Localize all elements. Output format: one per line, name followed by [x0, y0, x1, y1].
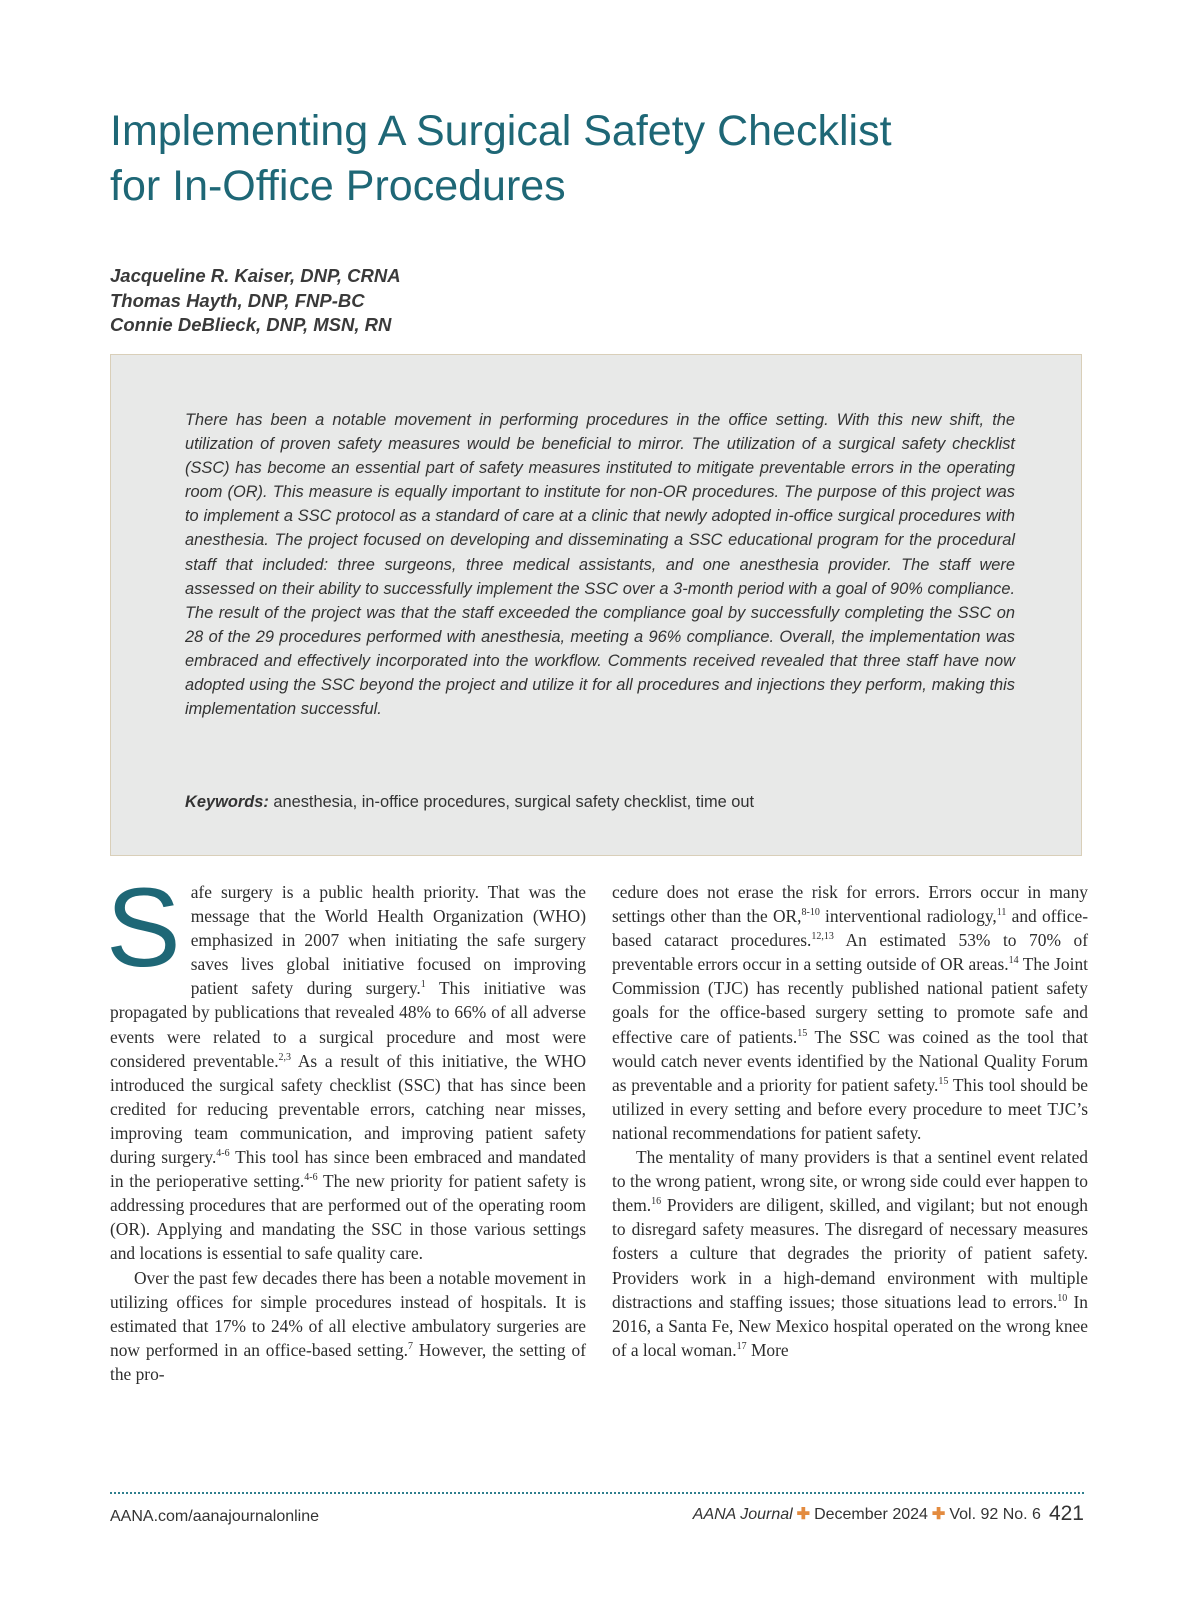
author-list: [110, 264, 401, 338]
text-run: The Joint Commission (TJC) has recently published national patient safety goals for the office-based surgery setting to promote safe and effective care of patients.: [612, 954, 1088, 1047]
text-run: This initiative was propagated by publications that revealed 48% to 66% of all adverse events were related to a surgical procedure and most were considered preventable.: [110, 978, 587, 1071]
text-run: Providers are diligent, skilled, and vigilant; but not enough to disregard safety measures. The disregard of necessary measures fosters a culture that degrades the priority of patient safety. Providers work in a high-demand environment with multiple distractions and staffing issues; those situations lead to errors.: [612, 1195, 1088, 1312]
citation-superscript: 17: [736, 1340, 747, 1352]
issue-date: December 2024: [814, 1506, 928, 1523]
body-paragraph: [612, 880, 1088, 1145]
keywords: [185, 791, 1015, 813]
text-run: As a result of this initiative, the WHO introduced the surgical safety checklist (SSC) that has since been credited for reducing preventable errors, catching near misses, improving team communication, and improving patient safety during surgery.: [110, 1050, 587, 1168]
author-3: Connie DeBlieck, DNP, MSN, RN: [110, 314, 392, 335]
cross-icon: ✚: [931, 1506, 946, 1523]
text-run: This tool should be utilized in every setting and before every procedure to meet TJC’s national recommendations for patient safety.: [612, 1074, 1089, 1143]
text-run: The mentality of many providers is that a sentinel event related to the wrong patient, wrong site, or wrong side could ever happen to them.: [612, 1147, 1088, 1216]
volume-issue: Vol. 92 No. 6: [949, 1506, 1041, 1523]
citation-superscript: 7: [408, 1340, 414, 1352]
text-run: The new priority for patient safety is addressing procedures that are performed out of the operating room (OR). Applying and mandating the SSC in those various settings and locations is essential to safe quality care.: [110, 1171, 586, 1264]
text-run: cedure does not erase the risk for errors. Errors occur in many settings other than the OR,: [612, 882, 1088, 927]
text-run: In 2016, a Santa Fe, New Mexico hospital operated on the wrong knee of a local woman.: [612, 1291, 1088, 1360]
citation-superscript: 11: [996, 907, 1007, 919]
article-title: [110, 104, 1110, 214]
text-run: afe surgery is a public health priority. That was the message that the World Health Organization (WHO) emphasized in 2007 when initiating the safe surgery saves lives global initiative focused on improving patient safety during surgery.: [190, 882, 586, 999]
keywords-list: anesthesia, in-office procedures, surgical safety checklist, time out: [273, 793, 755, 811]
citation-superscript: 4-6: [216, 1148, 230, 1160]
citation-superscript: 16: [651, 1196, 662, 1208]
text-run: However, the setting of the pro-: [110, 1339, 586, 1384]
author-1: Jacqueline R. Kaiser, DNP, CRNA: [110, 265, 401, 286]
citation-superscript: 10: [1057, 1292, 1068, 1304]
citation-superscript: 14: [1008, 955, 1019, 967]
text-run: More: [746, 1339, 789, 1360]
text-run: Over the past few decades there has been a notable movement in utilizing offices for simple procedures instead of hospitals. It is estimated that 17% to 24% of all elective ambulatory surgeries are now performed in an office-based setting.: [110, 1267, 586, 1360]
citation-superscript: 15: [797, 1027, 808, 1039]
abstract-box: [110, 354, 1082, 856]
title-line-1: Implementing A Surgical Safety Checklist: [110, 107, 892, 155]
text-run: interventional radiology,: [819, 906, 997, 927]
citation-superscript: 12,13: [811, 931, 834, 943]
keywords-label: Keywords:: [185, 793, 269, 811]
text-run: This tool has since been embraced and mandated in the perioperative setting.: [110, 1147, 586, 1192]
paragraph-content: [612, 882, 1088, 1143]
text-run: and office-based cataract procedures.: [612, 906, 1088, 951]
abstract-text: There has been a notable movement in performing procedures in the office setting. With this new shift, the utilization of proven safety measures would be beneficial to mirror. The utilization of a surgical safety checklist (SSC) has become an essential part of safety measures instituted to mitigate preventable errors in the operating room (OR). This measure is equally important to institute for non-OR procedures. The purpose of this project was to implement a SSC protocol as a standard of care at a clinic that newly adopted in-office surgical procedures with anesthesia. The project focused on developing and disseminating a SSC educational program for the procedural staff that included: three surgeons, three medical assistants, and one anesthesia provider. The staff were assessed on their ability to successfully implement the SSC over a 3-month period with a goal of 90% compliance. The result of the project was that the staff exceeded the compliance goal by successfully completing the SSC on 28 of the 29 procedures performed with anesthesia, meeting a 96% compliance. Overall, the implementation was embraced and effectively incorporated into the workflow. Comments received revealed that three staff have now adopted using the SSC beyond the project and utilize it for all procedures and injections they perform, making this implementation successful.: [185, 411, 1015, 719]
body-column-right: [612, 880, 1088, 1362]
text-run: The SSC was coined as the tool that would catch never events identified by the National Quality Forum as preventable and a priority for patient safety.: [612, 1026, 1088, 1095]
citation-superscript: 1: [420, 979, 426, 991]
citation-superscript: 2,3: [278, 1051, 292, 1063]
body-paragraph: [612, 1145, 1088, 1362]
text-run: An estimated 53% to 70% of preventable errors occur in a setting outside of OR areas.: [612, 930, 1088, 975]
footer-website: AANA.com/aanajournalonline: [110, 1508, 320, 1525]
page-number: 421: [1048, 1502, 1084, 1525]
drop-cap: S: [106, 865, 181, 990]
body-column-left: [106, 865, 587, 1386]
body-paragraph: [110, 1266, 586, 1386]
footer-divider: [110, 1492, 1084, 1494]
paragraph-content: [612, 1147, 1088, 1360]
cross-icon: ✚: [796, 1506, 811, 1523]
author-2: Thomas Hayth, DNP, FNP-BC: [110, 289, 365, 311]
paragraph-content: [110, 1268, 586, 1384]
body-paragraph: [106, 865, 587, 1266]
footer-citation: [693, 1502, 1084, 1526]
citation-superscript: 8-10: [801, 907, 820, 919]
citation-superscript: 4-6: [304, 1172, 318, 1184]
journal-name: AANA Journal: [692, 1506, 793, 1523]
citation-superscript: 15: [938, 1075, 949, 1087]
title-line-2: for In-Office Procedures: [110, 162, 566, 210]
paragraph-content: [110, 882, 586, 1263]
